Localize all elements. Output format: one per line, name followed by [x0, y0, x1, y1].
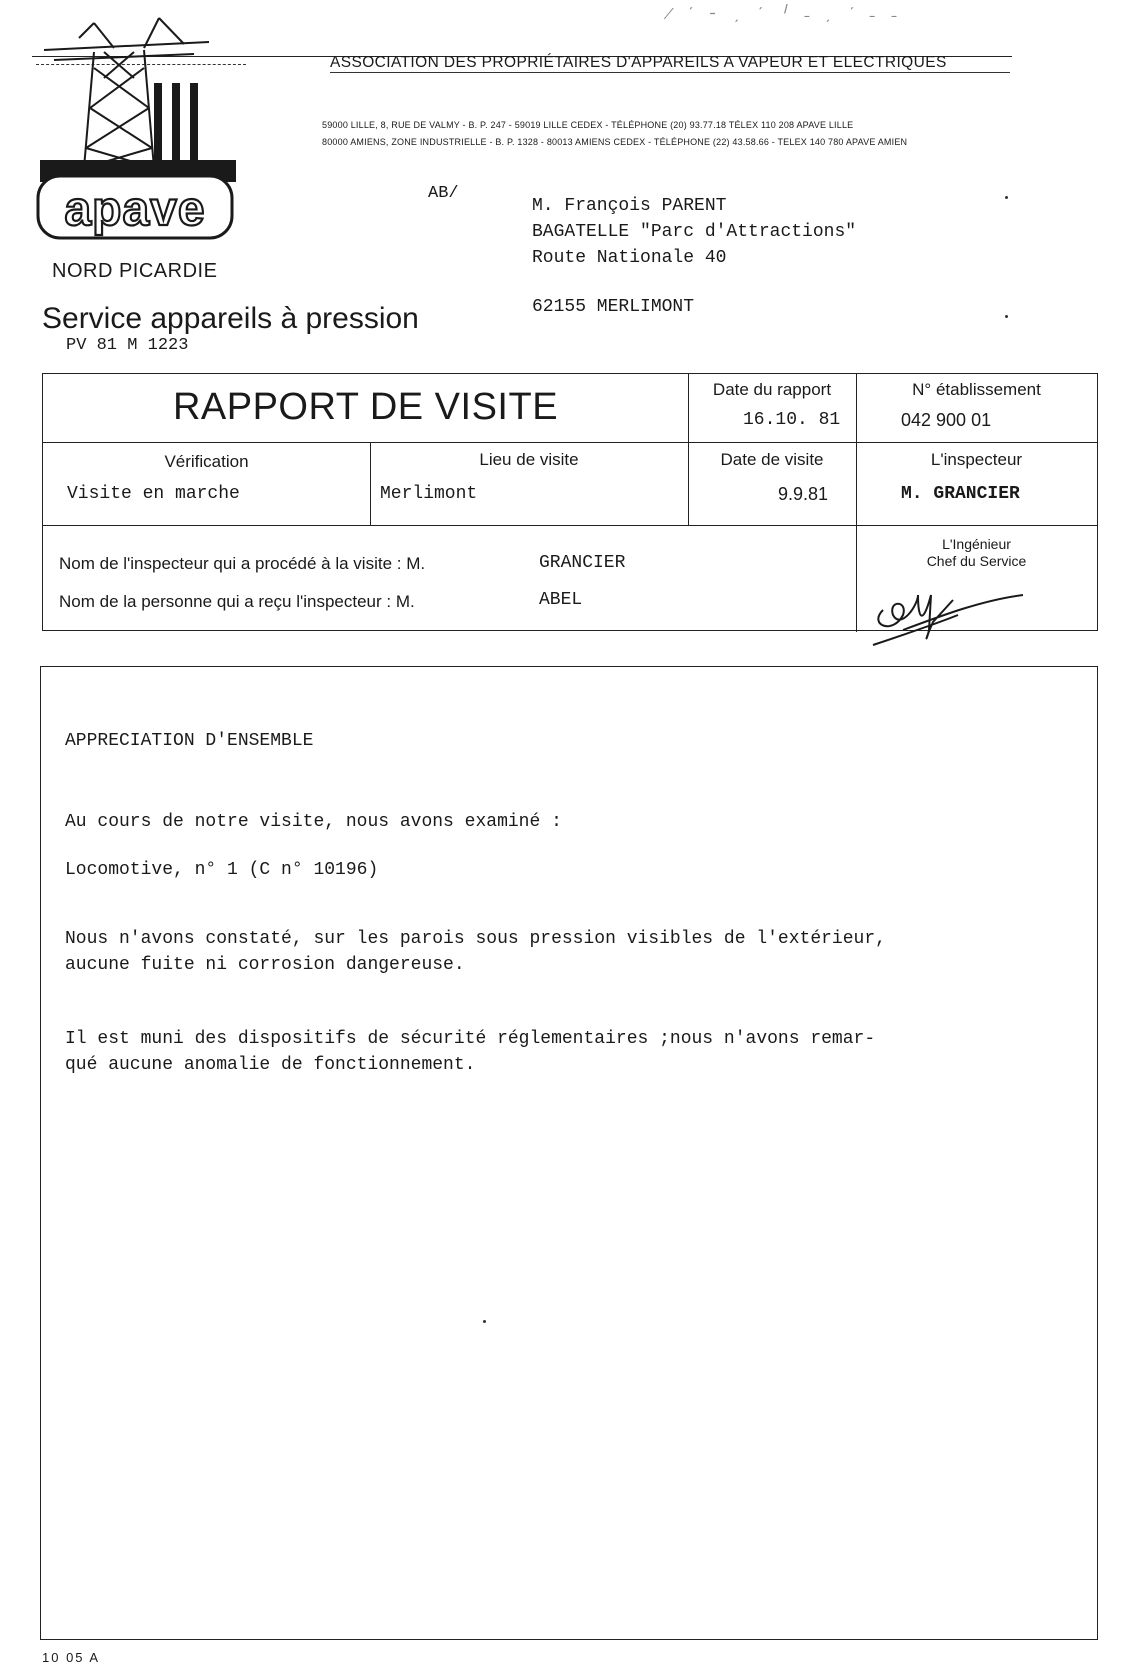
- chef-service-label: Chef du Service: [926, 553, 1027, 569]
- address-lille: 59000 LILLE, 8, RUE DE VALMY - B. P. 247 - 59019 LILLE CEDEX - TÉLÉPHONE (20) 93.77.18 TÉLEX 110 208 APAVE LILLE: [322, 120, 854, 130]
- body-heading: APPRECIATION D'ENSEMBLE: [65, 731, 314, 751]
- received-by-label: Nom de la personne qui a reçu l'inspecteur : M.: [59, 592, 415, 611]
- lieu-label: Lieu de visite: [479, 450, 579, 469]
- lieu-value: Merlimont: [380, 484, 478, 504]
- association-name: ASSOCIATION DES PROPRIÉTAIRES D'APPAREILS A VAPEUR ET ELECTRIQUES: [330, 54, 947, 71]
- inspector-name-value: GRANCIER: [539, 553, 626, 573]
- inspecteur-value: M. GRANCIER: [901, 484, 1020, 504]
- date-visite-label: Date de visite: [720, 450, 824, 469]
- etablissement-label: N° établissement: [912, 380, 1041, 399]
- date-report-label: Date du rapport: [712, 380, 832, 399]
- apave-logo: [34, 8, 254, 263]
- report-header-table: [42, 373, 1098, 631]
- body-item-locomotive: Locomotive, n° 1 (C n° 10196): [65, 860, 379, 880]
- recipient-company: BAGATELLE "Parc d'Attractions": [532, 222, 857, 242]
- speck: [1005, 196, 1008, 199]
- reference-initials: AB/: [428, 184, 459, 203]
- engineer-label: L'Ingénieur: [942, 536, 1011, 552]
- recipient-city: 62155 MERLIMONT: [532, 297, 695, 317]
- received-by-value: ABEL: [539, 590, 583, 610]
- address-amiens: 80000 AMIENS, ZONE INDUSTRIELLE - B. P. 1328 - 80013 AMIENS CEDEX - TÉLÉPHONE (22) 43.58.66 - TELEX 140 780 APAVE AMIEN: [322, 137, 908, 147]
- recipient-road: Route Nationale 40: [532, 248, 727, 268]
- verification-label: Vérification: [164, 452, 249, 471]
- handwritten-scribble: ﻿⁄ ˊ ╴ ˏ ˊ ╵ ˗ ˏ ˊ ˗ ˗: [668, 6, 904, 23]
- verification-value: Visite en marche: [67, 484, 240, 504]
- body-paragraph-findings-1: Nous n'avons constaté, sur les parois sous pression visibles de l'extérieur,: [65, 929, 886, 949]
- form-code: 10 05 A: [42, 1650, 101, 1665]
- body-paragraph-examined: Au cours de notre visite, nous avons examiné :: [65, 812, 562, 832]
- association-underline: [330, 72, 1010, 73]
- speck: [483, 1320, 486, 1323]
- pylon-icon: [34, 8, 254, 258]
- body-paragraph-safety-2: qué aucune anomalie de fonctionnement.: [65, 1055, 476, 1075]
- signature: [863, 570, 1043, 650]
- recipient-name: M. François PARENT: [532, 196, 727, 216]
- region-name: NORD PICARDIE: [52, 260, 218, 282]
- body-paragraph-findings-2: aucune fuite ni corrosion dangereuse.: [65, 955, 465, 975]
- inspecteur-label: L'inspecteur: [930, 450, 1023, 469]
- apave-logotype: apave: [64, 183, 206, 236]
- body-paragraph-safety-1: Il est muni des dispositifs de sécurité réglementaires ;nous n'avons remar-: [65, 1029, 876, 1049]
- service-name: Service appareils à pression: [42, 302, 419, 335]
- date-visite-value: 9.9.81: [778, 484, 829, 504]
- report-title: RAPPORT DE VISITE: [172, 386, 559, 428]
- pv-reference: PV 81 M 1223: [66, 336, 189, 355]
- inspector-name-label: Nom de l'inspecteur qui a procédé à la visite : M.: [59, 554, 426, 573]
- date-report-value: 16.10. 81: [743, 410, 841, 430]
- speck: [1005, 315, 1008, 318]
- report-body: [40, 666, 1098, 1640]
- etablissement-value: 042 900 01: [901, 410, 992, 430]
